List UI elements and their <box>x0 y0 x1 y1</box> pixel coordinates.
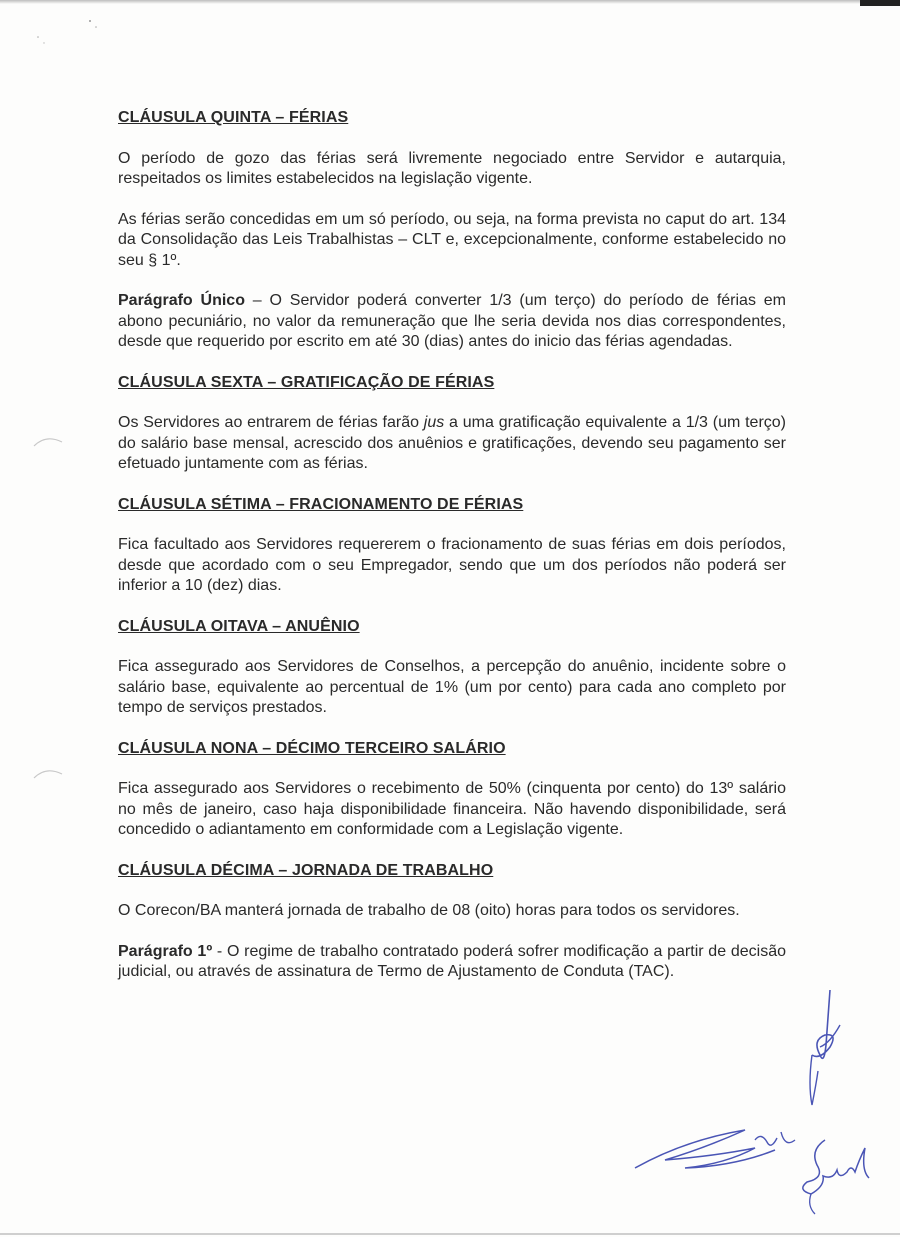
paragraph: Fica facultado aos Servidores requererem o fracionamento de suas férias em dois períodos, desde que acordado com o seu Empregador, sendo que um dos períodos não poderá ser inferior a 10 (dez) dias. <box>118 536 786 594</box>
margin-arc-bottom <box>30 762 70 782</box>
margin-arc-top <box>30 430 70 450</box>
paragraph-label: Parágrafo 1º <box>118 942 213 960</box>
scan-corner-mark <box>860 0 900 6</box>
paragraph: O período de gozo das férias será livremente negociado entre Servidor e autarquia, respeitados os limites estabelecidos na legislação vigente. <box>118 149 786 187</box>
section-heading-fracionamento: CLÁUSULA SÉTIMA – FRACIONAMENTO DE FÉRIAS <box>118 495 524 513</box>
section-heading-ferias: CLÁUSULA QUINTA – FÉRIAS <box>118 109 349 126</box>
document-body <box>118 108 786 1003</box>
paragraph: Fica assegurado aos Servidores de Conselhos, a percepção do anuênio, incidente sobre o salário base, equivalente ao percentual de 1% (um por cento) para cada ano completo por tempo de serviços prestados. <box>118 658 786 716</box>
initials-signature-icon <box>790 985 860 1115</box>
paragraph-primeiro <box>118 942 786 983</box>
section-heading-jornada: CLÁUSULA DÉCIMA – JORNADA DE TRABALHO <box>118 861 494 879</box>
handwritten-signature-icon <box>625 1120 885 1220</box>
paragraph <box>118 413 786 475</box>
scan-specks <box>30 15 110 55</box>
paragraph-text: a uma gratificação equivalente a 1/3 (um terço) do salário base mensal, acrescido dos anuênios e gratificações, devendo seu pagamento ser efetuado juntamente com as férias. <box>118 414 787 472</box>
paragraph: O Corecon/BA manterá jornada de trabalho de 08 (oito) horas para todos os servidores. <box>118 902 740 919</box>
paragraph-text: Os Servidores ao entrarem de férias farão <box>118 414 424 431</box>
scan-bottom-edge <box>0 1233 900 1235</box>
paragraph-unico <box>118 291 786 353</box>
section-heading-gratificacao: CLÁUSULA SEXTA – GRATIFICAÇÃO DE FÉRIAS <box>118 373 495 391</box>
paragraph-text: – O Servidor poderá converter 1/3 (um terço) do período de férias em abono pecuniário, no valor da remuneração que lhe seria devida nos dias correspondentes, desde que requerido por escrito em até 30 (dias) antes do inicio das férias agendadas. <box>118 292 786 350</box>
section-heading-anuenio: CLÁUSULA OITAVA – ANUÊNIO <box>118 617 360 635</box>
scan-top-edge <box>0 0 900 4</box>
paragraph-text: - O regime de trabalho contratado poderá sofrer modificação a partir de decisão judicial, ou através de assinatura de Termo de Ajustamento de Conduta (TAC). <box>118 942 786 980</box>
paragraph: Fica assegurado aos Servidores o recebimento de 50% (cinquenta por cento) do 13º salário no mês de janeiro, caso haja disponibilidade financeira. Não havendo disponibilidade, será concedido o adiantamento em conformidade com a Legislação vigente. <box>118 780 786 838</box>
paragraph-label: Parágrafo Único <box>118 292 245 309</box>
paragraph: As férias serão concedidas em um só período, ou seja, na forma prevista no caput do art. 134 da Consolidação das Leis Trabalhistas – CLT e, excepcionalmente, conforme estabelecido no seu § 1º. <box>118 210 786 269</box>
section-heading-decimo-terceiro: CLÁUSULA NONA – DÉCIMO TERCEIRO SALÁRIO <box>118 739 506 757</box>
italic-term: jus <box>423 414 445 431</box>
